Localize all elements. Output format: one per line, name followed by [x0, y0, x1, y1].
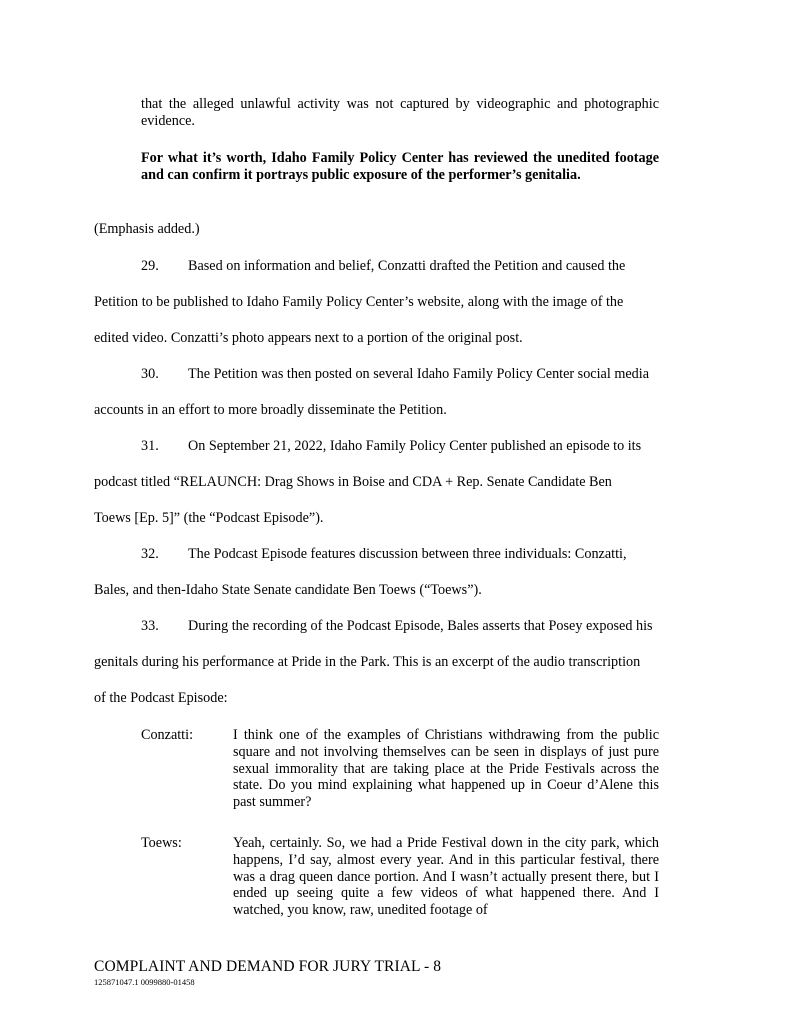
transcript-speaker: Toews: — [141, 835, 182, 851]
emphasis-note: (Emphasis added.) — [94, 221, 200, 237]
paragraph-line: edited video. Conzatti’s photo appears next to a portion of the original post. — [94, 330, 523, 346]
paragraph-line: 29. Based on information and belief, Conzatti drafted the Petition and caused the — [94, 248, 702, 284]
paragraph-32 — [94, 536, 702, 608]
paragraph-line: 30. The Petition was then posted on several Idaho Family Policy Center social media — [94, 356, 702, 392]
paragraph-line: 33. During the recording of the Podcast Episode, Bales asserts that Posey exposed his — [94, 608, 702, 644]
transcript-text: Yeah, certainly. So, we had a Pride Festival down in the city park, which happens, I’d say, almost every year. And in this particular festival, there was a drag queen dance portion. And I wasn’t actually present there, but I ended up seeing quite a few videos of what happened there. And I watched, you know, raw, unedited footage of — [233, 835, 659, 919]
paragraph-line: accounts in an effort to more broadly disseminate the Petition. — [94, 402, 447, 418]
footer-document-id: 125871047.1 0099880-01458 — [94, 977, 195, 987]
paragraph-line: of the Podcast Episode: — [94, 690, 228, 706]
paragraph-number: 29. — [141, 258, 159, 274]
block-quote-bold: For what it’s worth, Idaho Family Policy Center has reviewed the unedited footage and can confirm it portrays public exposure of the performer’s genitalia. — [141, 150, 659, 183]
paragraph-number: 33. — [141, 618, 159, 634]
paragraph-29 — [94, 248, 702, 356]
transcript-speaker: Conzatti: — [141, 727, 194, 743]
paragraph-number: 31. — [141, 438, 159, 454]
transcript-entry-conzatti — [141, 727, 659, 811]
paragraph-31 — [94, 428, 702, 536]
paragraph-line: Toews [Ep. 5]” (the “Podcast Episode”). — [94, 510, 324, 526]
paragraph-line: genitals during his performance at Pride in the Park. This is an excerpt of the audio transcription — [94, 654, 641, 670]
paragraph-line: 31. On September 21, 2022, Idaho Family Policy Center published an episode to its — [94, 428, 702, 464]
paragraph-line: 32. The Podcast Episode features discussion between three individuals: Conzatti, — [94, 536, 702, 572]
footer-title: COMPLAINT AND DEMAND FOR JURY TRIAL - 8 — [94, 958, 442, 975]
block-quote-continuation: that the alleged unlawful activity was not captured by videographic and photographic evidence. — [141, 96, 659, 129]
paragraph-line: Bales, and then-Idaho State Senate candidate Ben Toews (“Toews”). — [94, 582, 482, 598]
transcript-entry-toews — [141, 835, 659, 919]
paragraph-line: Petition to be published to Idaho Family Policy Center’s website, along with the image of the — [94, 294, 624, 310]
paragraph-33 — [94, 608, 702, 716]
paragraph-line: podcast titled “RELAUNCH: Drag Shows in Boise and CDA + Rep. Senate Candidate Ben — [94, 474, 612, 490]
paragraph-30 — [94, 356, 702, 428]
paragraph-number: 32. — [141, 546, 159, 562]
paragraph-number: 30. — [141, 366, 159, 382]
transcript-text: I think one of the examples of Christians withdrawing from the public square and not involving themselves can be seen in displays of just pure sexual immorality that are taking place at the Pride Festivals across the state. Do you mind explaining what happened up in Coeur d’Alene this past summer? — [233, 727, 659, 811]
